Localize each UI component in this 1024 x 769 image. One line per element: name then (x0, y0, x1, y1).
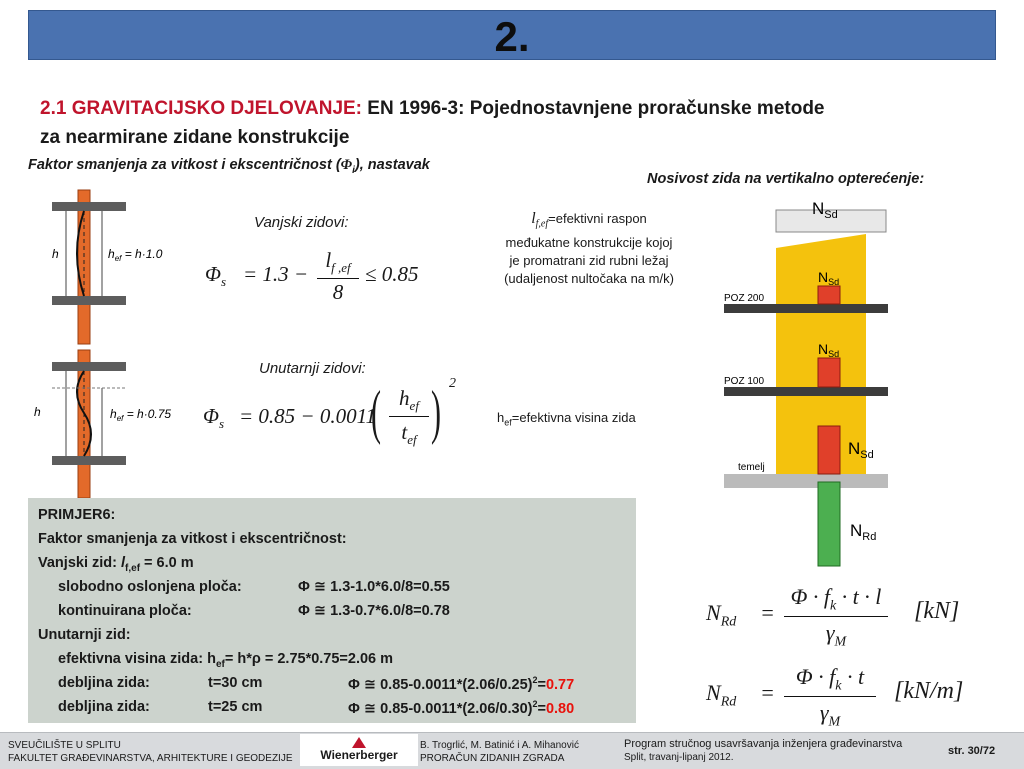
slab-bottom (52, 456, 126, 465)
subtitle-left (28, 157, 430, 176)
example-line7: debljina zida: t=30 cm Φ ≅ $0.85-0.0011*(2.06/0.25)^2=0.77$ (58, 675, 575, 693)
footer-authors: B. Trogrlić, M. Batinić i A. Mihanović PRORAČUN ZIDANIH ZGRADA (420, 740, 579, 764)
formula-den: $t_{ef}$ (401, 420, 417, 448)
formula-exp: 2 (449, 376, 456, 391)
subtitle-text-a: Faktor smanjenja za vitkost i ekscentričnost ( (28, 157, 341, 173)
section-heading (40, 94, 980, 152)
formula-lhs: $\Phi_s$ (203, 404, 225, 432)
example-line1: Faktor smanjenja za vitkost i ekscentričnost: (38, 531, 347, 547)
subtitle-text-b: ), nastavak (354, 157, 430, 173)
slide-number: 2. (494, 13, 530, 60)
nsd-mid2: $N_{Sd}$ (818, 341, 840, 359)
slab-poz100 (724, 387, 888, 396)
example-line6: efektivna visina zida: $h_{ef}= h*\rho = 2.75*0.75=2.06$ m (58, 651, 394, 670)
nrd1-num: $\Phi \cdot f_k \cdot t \cdot l$ (790, 584, 882, 614)
slab-top (52, 362, 126, 371)
nrd1-eq: = (760, 600, 775, 625)
external-wall-diagram (40, 186, 190, 348)
slab-poz200 (724, 304, 888, 313)
internal-walls-label: Unutarnji zidovi: (259, 360, 366, 377)
formula-den: 8 (332, 280, 344, 304)
nrd-formula-2 (706, 664, 986, 728)
example-title: PRIMJER6: (38, 507, 116, 523)
nrd2-eq: = (760, 680, 775, 705)
example-line2: Vanjski zid: $l_{f,ef} = 6.0$ m (38, 555, 194, 574)
nrd-label: $N_{Rd}$ (850, 521, 877, 543)
label-poz200: POZ 200 (724, 293, 765, 304)
nsd-top: $N_{Sd}$ (812, 199, 838, 221)
formula-num: $l_{f ,ef}$ (325, 248, 351, 276)
footer-page: str. 30/72 (948, 745, 996, 757)
subtitle-phi: Φ (340, 157, 353, 173)
slab-top (52, 202, 126, 211)
nrd2-num: $\Phi \cdot f_k \cdot t$ (795, 664, 865, 694)
nrd2-lhs: $N_{Rd}$ (706, 680, 737, 710)
formula-eq: = 0.85 − 0.0011 (239, 404, 377, 428)
slab-bottom (52, 296, 126, 305)
subtitle-right: Nosivost zida na vertikalno opterećenje: (647, 171, 925, 187)
wienerberger-logo (300, 734, 418, 766)
h-label: h (52, 247, 59, 261)
nrd2-unit: [kN/m] (894, 678, 964, 704)
nsd-bot: $N_{Sd}$ (848, 439, 874, 461)
title-bar (28, 10, 996, 60)
nsd-mid1: $N_{Sd}$ (818, 269, 840, 287)
footer-university: SVEUČILIŠTE U SPLITU FAKULTET GRAĐEVINARSTVA, ARHITEKTURE I GEODEZIJE (8, 740, 293, 764)
external-walls-label: Vanjski zidovi: (254, 214, 349, 231)
nrd1-lhs: $N_{Rd}$ (706, 600, 737, 630)
formula-eq: = 1.3 − (243, 262, 309, 286)
example-line5: Unutarnji zid: (38, 627, 131, 643)
footer-program: Program stručnog usavršavanja inženjera građevinarstva Split, travanj-lipanj 2012. (624, 738, 903, 763)
label-poz100: POZ 100 (724, 376, 765, 387)
example-line7-calc: Φ ≅ $0.85-0.0011*(2.06/0.25)^2=0.77$ (348, 675, 575, 693)
load-diagram (716, 190, 896, 576)
example-line4: kontinuirana ploča: Φ ≅ 1.3-0.7*6.0/8=0.78 (58, 603, 450, 619)
label-temelj: temelj (738, 462, 765, 473)
hef-label: $h_{ef} = h\cdot 0.75$ (110, 407, 172, 423)
foundation (724, 474, 888, 488)
heading-line2: za nearmirane zidane konstrukcije (40, 127, 350, 148)
formula-tail: ≤ 0.85 (365, 262, 419, 286)
footer (0, 732, 1024, 769)
heading-line1: EN 1996-3: Pojednostavnjene proračunske metode (362, 98, 825, 119)
heading-prefix: 2.1 GRAVITACIJSKO DJELOVANJE: (40, 98, 363, 119)
nrd2-den: $\gamma_M$ (819, 700, 841, 730)
formula-num: $h_{ef}$ (399, 386, 419, 414)
example-line3: slobodno oslonjena ploča: Φ ≅ 1.3-1.0*6.0/8=0.55 (58, 579, 450, 595)
example-line8-calc: Φ ≅ $0.85-0.0011*(2.06/0.30)^2=0.80$ (348, 699, 575, 717)
internal-wall-diagram (30, 348, 190, 500)
hef-label: $h_{ef} = h\cdot 1.0$ (108, 247, 163, 263)
formula-lhs: $\Phi_s$ (205, 262, 227, 290)
nrd1-unit: [kN] (914, 598, 960, 624)
logo-mark-icon (350, 735, 368, 749)
example-line8: debljina zida: t=25 cm Φ ≅ $0.85-0.0011*(2.06/0.30)^2=0.80$ (58, 699, 575, 717)
subtitle-phi-sub: i (352, 164, 355, 176)
internal-wall-formula: $\Phi_s$ = 0.85 − 0.0011 ( $h_{ef}$ $t_{ef}$ ) 2 (203, 376, 456, 448)
external-wall-formula (205, 248, 445, 308)
logo-text: Wienerberger (320, 748, 398, 762)
h-label: h (34, 405, 41, 419)
lfef-note: $l_{f,ef}=efektivni$ raspon međukatne konstrukcije kojoj je promatrani zid rubni ležaj (udaljenost nultočaka na m/k) (504, 210, 674, 286)
example-box (28, 498, 636, 723)
hef-note: $h_{ef}=efektivna$ visina zida (497, 410, 636, 428)
nrd1-den: $\gamma_M$ (825, 620, 847, 650)
nrd-formula-1 (706, 584, 976, 648)
